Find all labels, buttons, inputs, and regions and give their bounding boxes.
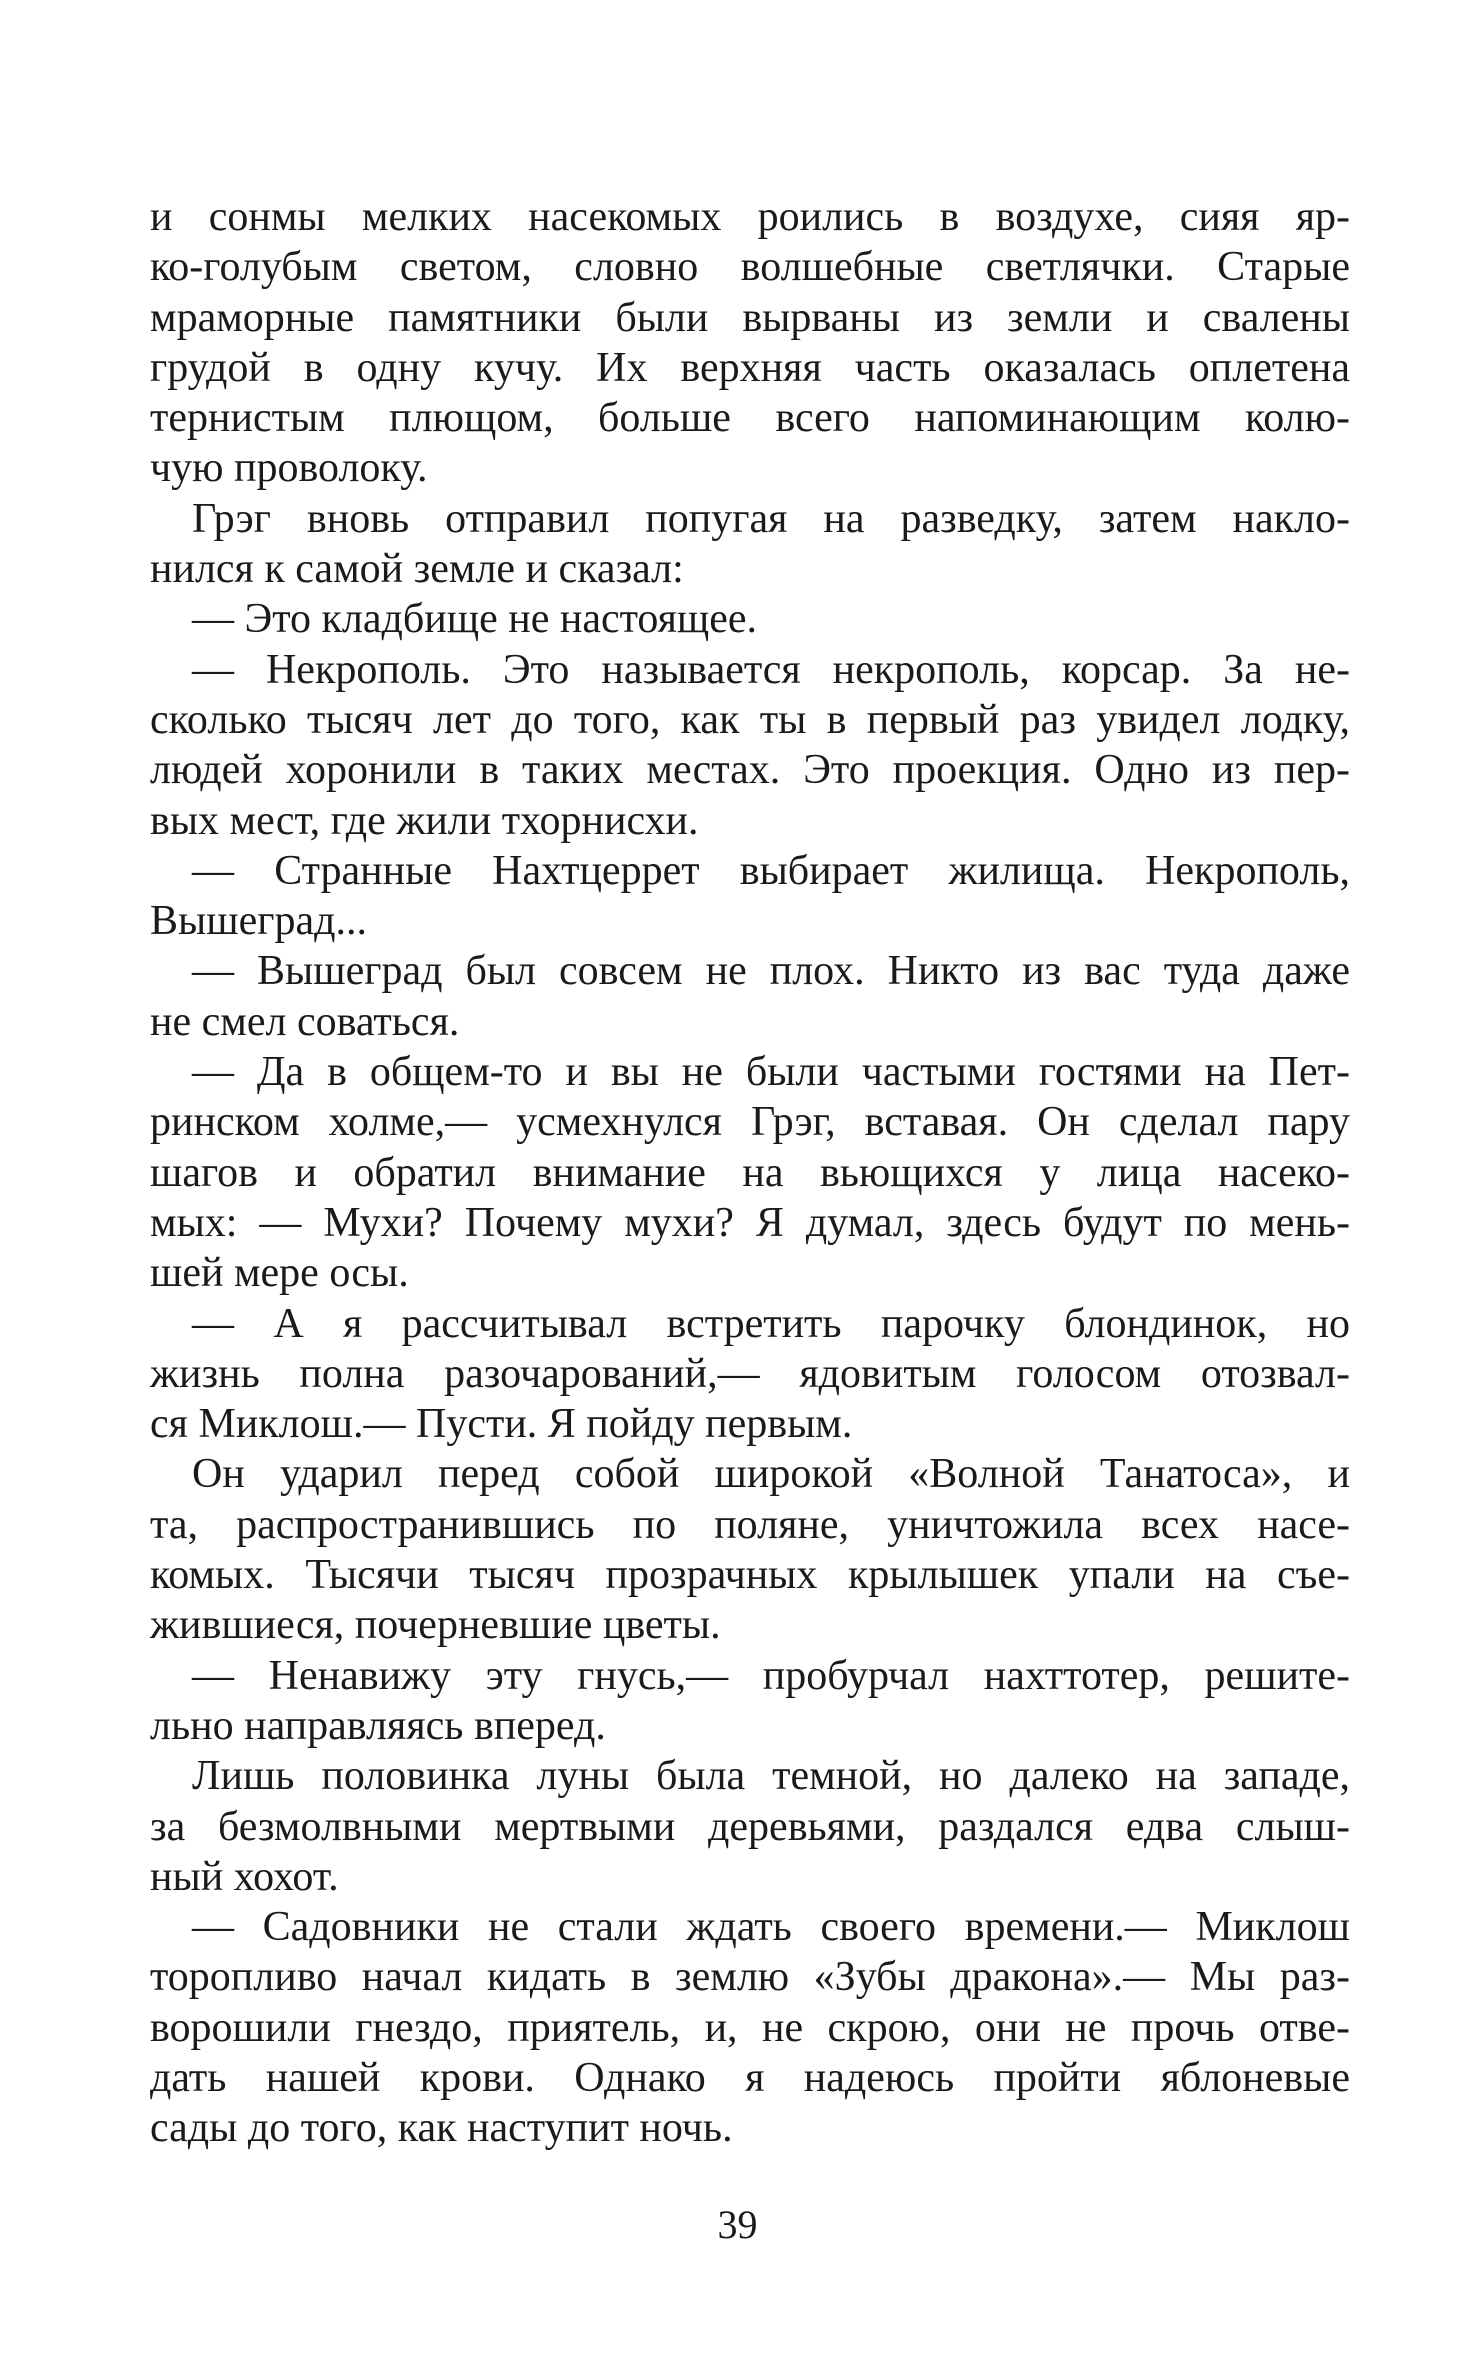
text-line: Лишь половинка луны была темной, но далеко на западе, xyxy=(192,1753,1350,1800)
text-line: сколько тысяч лет до того, как ты в первый раз увидел лодку, xyxy=(150,696,1350,743)
text-line: нился к самой земле и сказал: xyxy=(150,546,684,593)
text-line: вых мест, где жили тхорнисхи. xyxy=(150,797,699,844)
text-line: — Это кладбище не настоящее. xyxy=(192,596,758,643)
text-line: льно направляясь вперед. xyxy=(150,1702,606,1749)
text-line: — Некрополь. Это называется некрополь, корсар. За не- xyxy=(192,646,1350,693)
text-line: — Да в общем-то и вы не были частыми гостями на Пет- xyxy=(192,1049,1350,1096)
text-line: сады до того, как наступит ночь. xyxy=(150,2105,733,2152)
text-line: за безмолвными мертвыми деревьями, раздался едва слыш- xyxy=(150,1803,1350,1850)
text-line: и сонмы мелких насекомых роились в воздухе, сияя яр- xyxy=(150,194,1350,240)
text-line: жизнь полна разочарований,— ядовитым голосом отозвал- xyxy=(150,1350,1350,1397)
text-line: комых. Тысячи тысяч прозрачных крылышек упали на съе- xyxy=(150,1552,1350,1599)
text-line: шей мере осы. xyxy=(150,1250,409,1297)
text-line: ворошили гнездо, приятель, и, не скрою, они не прочь отве- xyxy=(150,2004,1350,2051)
text-line: — Ненавижу эту гнусь,— пробурчал нахттотер, решите- xyxy=(192,1652,1350,1699)
text-line: торопливо начал кидать в землю «Зубы дракона».— Мы раз- xyxy=(150,1954,1350,2001)
text-line: Вышеград... xyxy=(150,898,367,945)
text-line: Он ударил перед собой широкой «Волной Танатоса», и xyxy=(192,1451,1350,1498)
text-line: мых: — Мухи? Почему мухи? Я думал, здесь будут по мень- xyxy=(150,1199,1350,1246)
text-line: шагов и обратил внимание на вьющихся у лица насеко- xyxy=(150,1149,1350,1196)
text-line: жившиеся, почерневшие цветы. xyxy=(150,1602,721,1649)
text-line: та, распространившись по поляне, уничтожила всех насе- xyxy=(150,1501,1350,1548)
text-line: ко-голубым светом, словно волшебные светлячки. Старые xyxy=(150,244,1350,291)
text-line: ся Миклош.— Пусти. Я пойду первым. xyxy=(150,1401,853,1448)
text-line: дать нашей крови. Однако я надеюсь пройти яблоневые xyxy=(150,2054,1350,2101)
text-line: — Странные Нахтцеррет выбирает жилища. Некрополь, xyxy=(192,847,1350,894)
text-line: мраморные памятники были вырваны из земли и свалены xyxy=(150,294,1350,341)
text-line: людей хоронили в таких местах. Это проекция. Одно из пер- xyxy=(150,747,1350,794)
text-line: — Садовники не стали ждать своего времени.— Миклош xyxy=(192,1904,1350,1951)
text-line: ный хохот. xyxy=(150,1853,339,1900)
text-line: не смел соваться. xyxy=(150,998,460,1045)
text-line: грудой в одну кучу. Их верхняя часть оказалась оплетена xyxy=(150,344,1350,391)
text-line: — А я рассчитывал встретить парочку блондинок, но xyxy=(192,1300,1350,1347)
book-page-text xyxy=(150,192,1350,2154)
page-number: 39 xyxy=(717,2202,758,2247)
text-line: — Вышеград был совсем не плох. Никто из вас туда даже xyxy=(192,948,1350,995)
text-line: Грэг вновь отправил попугая на разведку, затем накло- xyxy=(192,495,1350,542)
text-line: ринском холме,— усмехнулся Грэг, вставая. Он сделал пару xyxy=(150,1099,1350,1146)
text-line: чую проволоку. xyxy=(150,445,428,492)
text-line: тернистым плющом, больше всего напоминающим колю- xyxy=(150,395,1350,442)
